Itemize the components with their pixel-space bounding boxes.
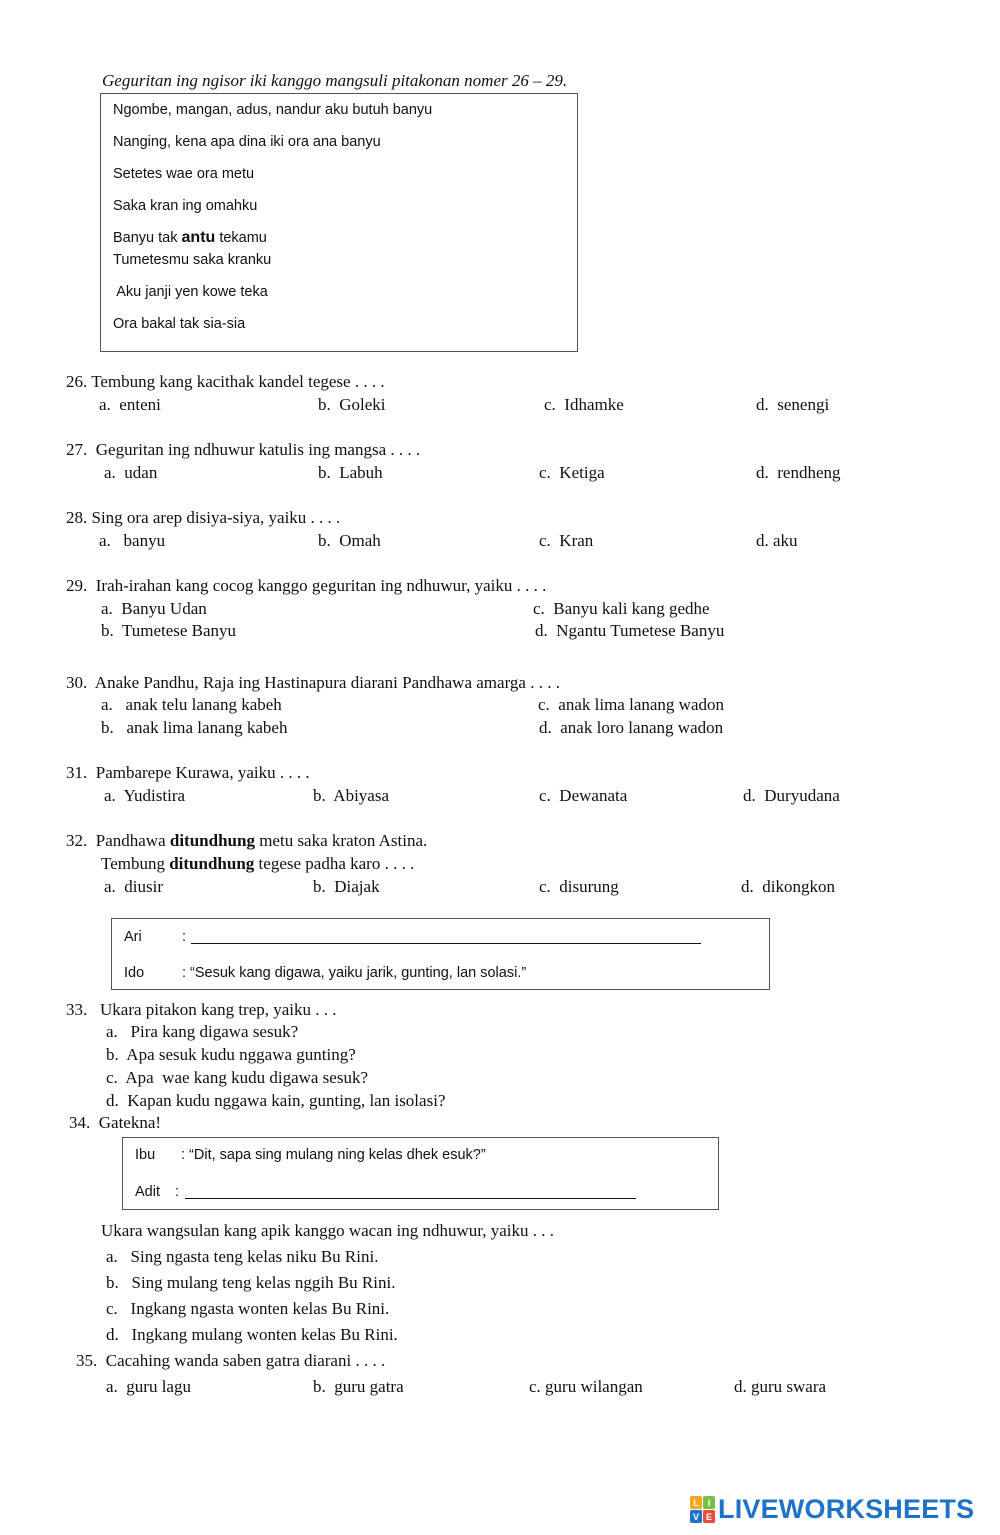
question-33: 33. Ukara pitakon kang trep, yaiku . . . <box>66 1000 337 1019</box>
option-a[interactable]: a. banyu <box>99 531 166 550</box>
option-b[interactable]: b. Abiyasa <box>313 786 390 805</box>
poem-line: Banyu tak antu tekamu <box>113 229 267 246</box>
option-c[interactable]: c. anak lima lanang wadon <box>538 695 724 714</box>
colon: : <box>175 1184 180 1200</box>
option-a[interactable]: a. Pira kang digawa sesuk? <box>106 1022 299 1041</box>
question-29: 29. Irah-irahan kang cocog kanggo geguritan ing ndhuwur, yaiku . . . . <box>66 576 547 595</box>
option-b[interactable]: b. Goleki <box>318 395 386 414</box>
poem-line: Ngombe, mangan, adus, nandur aku butuh banyu <box>113 102 433 118</box>
option-c[interactable]: c. Ingkang ngasta wonten kelas Bu Rini. <box>106 1299 390 1318</box>
poem-box <box>100 93 578 352</box>
svg-text:E: E <box>705 1512 713 1522</box>
svg-text:V: V <box>692 1512 700 1522</box>
option-b[interactable]: b. Labuh <box>318 463 383 482</box>
option-b[interactable]: b. Sing mulang teng kelas nggih Bu Rini. <box>106 1273 396 1292</box>
question-26: 26. Tembung kang kacithak kandel tegese . . . . <box>66 372 385 391</box>
option-b[interactable]: b. Omah <box>318 531 381 550</box>
answer-blank-line[interactable] <box>185 1198 636 1199</box>
option-c[interactable]: c. Apa wae kang kudu digawa sesuk? <box>106 1068 369 1087</box>
question-35: 35. Cacahing wanda saben gatra diarani . . . . <box>76 1351 386 1370</box>
option-d[interactable]: d. senengi <box>756 395 830 414</box>
brand-name[interactable]: LIVEWORKSHEETS <box>718 1494 975 1524</box>
svg-text:L: L <box>693 1498 699 1508</box>
option-d[interactable]: d. anak loro lanang wadon <box>539 718 724 737</box>
option-d[interactable]: d. dikongkon <box>741 877 835 896</box>
option-a[interactable]: a. Yudistira <box>104 786 186 805</box>
colon: : <box>182 929 187 945</box>
poem-line: Saka kran ing omahku <box>113 198 258 214</box>
option-a[interactable]: a. enteni <box>99 395 161 414</box>
poem-line: Setetes wae ora metu <box>113 166 255 182</box>
question-34: 34. Gatekna! <box>69 1113 162 1132</box>
poem-line: Ora bakal tak sia-sia <box>113 316 246 332</box>
question-34-instruction: Ukara wangsulan kang apik kanggo wacan ing ndhuwur, yaiku . . . <box>101 1221 555 1240</box>
answer-blank-line[interactable] <box>191 943 701 944</box>
option-a[interactable]: a. guru lagu <box>106 1377 191 1396</box>
question-32: 32. Pandhawa ditundhung metu saka kraton Astina. <box>66 831 428 850</box>
poem-line: Tumetesmu saka kranku <box>113 252 272 268</box>
option-c[interactable]: c. Dewanata <box>539 786 628 805</box>
option-c[interactable]: c. guru wilangan <box>529 1377 643 1396</box>
option-a[interactable]: a. udan <box>104 463 158 482</box>
option-b[interactable]: b. guru gatra <box>313 1377 404 1396</box>
option-b[interactable]: b. Diajak <box>313 877 380 896</box>
question-30: 30. Anake Pandhu, Raja ing Hastinapura diarani Pandhawa amarga . . . . <box>66 673 560 692</box>
option-d[interactable]: d. Ingkang mulang wonten kelas Bu Rini. <box>106 1325 398 1344</box>
ido-line: : “Sesuk kang digawa, yaiku jarik, gunting, lan solasi.” <box>182 965 527 981</box>
poem-line: Aku janji yen kowe teka <box>113 284 268 300</box>
option-b[interactable]: b. Tumetese Banyu <box>101 621 237 640</box>
ibu-line: : “Dit, sapa sing mulang ning kelas dhek esuk?” <box>181 1147 486 1163</box>
option-d[interactable]: d. aku <box>756 531 798 550</box>
question-32-line2: Tembung ditundhung tegese padha karo . . . . <box>101 854 415 873</box>
speaker-ibu: Ibu <box>135 1147 156 1163</box>
option-a[interactable]: a. Banyu Udan <box>101 599 207 618</box>
option-c[interactable]: c. Banyu kali kang gedhe <box>533 599 710 618</box>
option-c[interactable]: c. Kran <box>539 531 594 550</box>
option-d[interactable]: d. guru swara <box>734 1377 827 1396</box>
option-c[interactable]: c. Ketiga <box>539 463 605 482</box>
liveworksheets-logo-icon <box>690 1495 716 1525</box>
question-28: 28. Sing ora arep disiya-siya, yaiku . . . . <box>66 508 341 527</box>
speaker-ido: Ido <box>124 965 145 981</box>
speaker-adit: Adit <box>135 1184 160 1200</box>
option-d[interactable]: d. Kapan kudu nggawa kain, gunting, lan isolasi? <box>106 1091 446 1110</box>
option-c[interactable]: c. Idhamke <box>544 395 624 414</box>
poem-intro: Geguritan ing ngisor iki kanggo mangsuli pitakonan nomer 26 – 29. <box>102 71 568 90</box>
question-31: 31. Pambarepe Kurawa, yaiku . . . . <box>66 763 310 782</box>
bold-word: ditundhung <box>169 854 255 873</box>
option-d[interactable]: d. Duryudana <box>743 786 840 805</box>
option-d[interactable]: d. rendheng <box>756 463 841 482</box>
svg-text:I: I <box>707 1498 711 1508</box>
bold-word: antu <box>181 229 216 246</box>
speaker-ari: Ari <box>124 929 142 945</box>
poem-line: Nanging, kena apa dina iki ora ana banyu <box>113 134 381 150</box>
option-b[interactable]: b. Apa sesuk kudu nggawa gunting? <box>106 1045 356 1064</box>
option-a[interactable]: a. anak telu lanang kabeh <box>101 695 282 714</box>
bold-word: ditundhung <box>169 831 255 850</box>
question-27: 27. Geguritan ing ndhuwur katulis ing mangsa . . . . <box>66 440 421 459</box>
option-b[interactable]: b. anak lima lanang kabeh <box>101 718 288 737</box>
option-c[interactable]: c. disurung <box>539 877 619 896</box>
option-a[interactable]: a. diusir <box>104 877 164 896</box>
option-d[interactable]: d. Ngantu Tumetese Banyu <box>535 621 725 640</box>
option-a[interactable]: a. Sing ngasta teng kelas niku Bu Rini. <box>106 1247 379 1266</box>
